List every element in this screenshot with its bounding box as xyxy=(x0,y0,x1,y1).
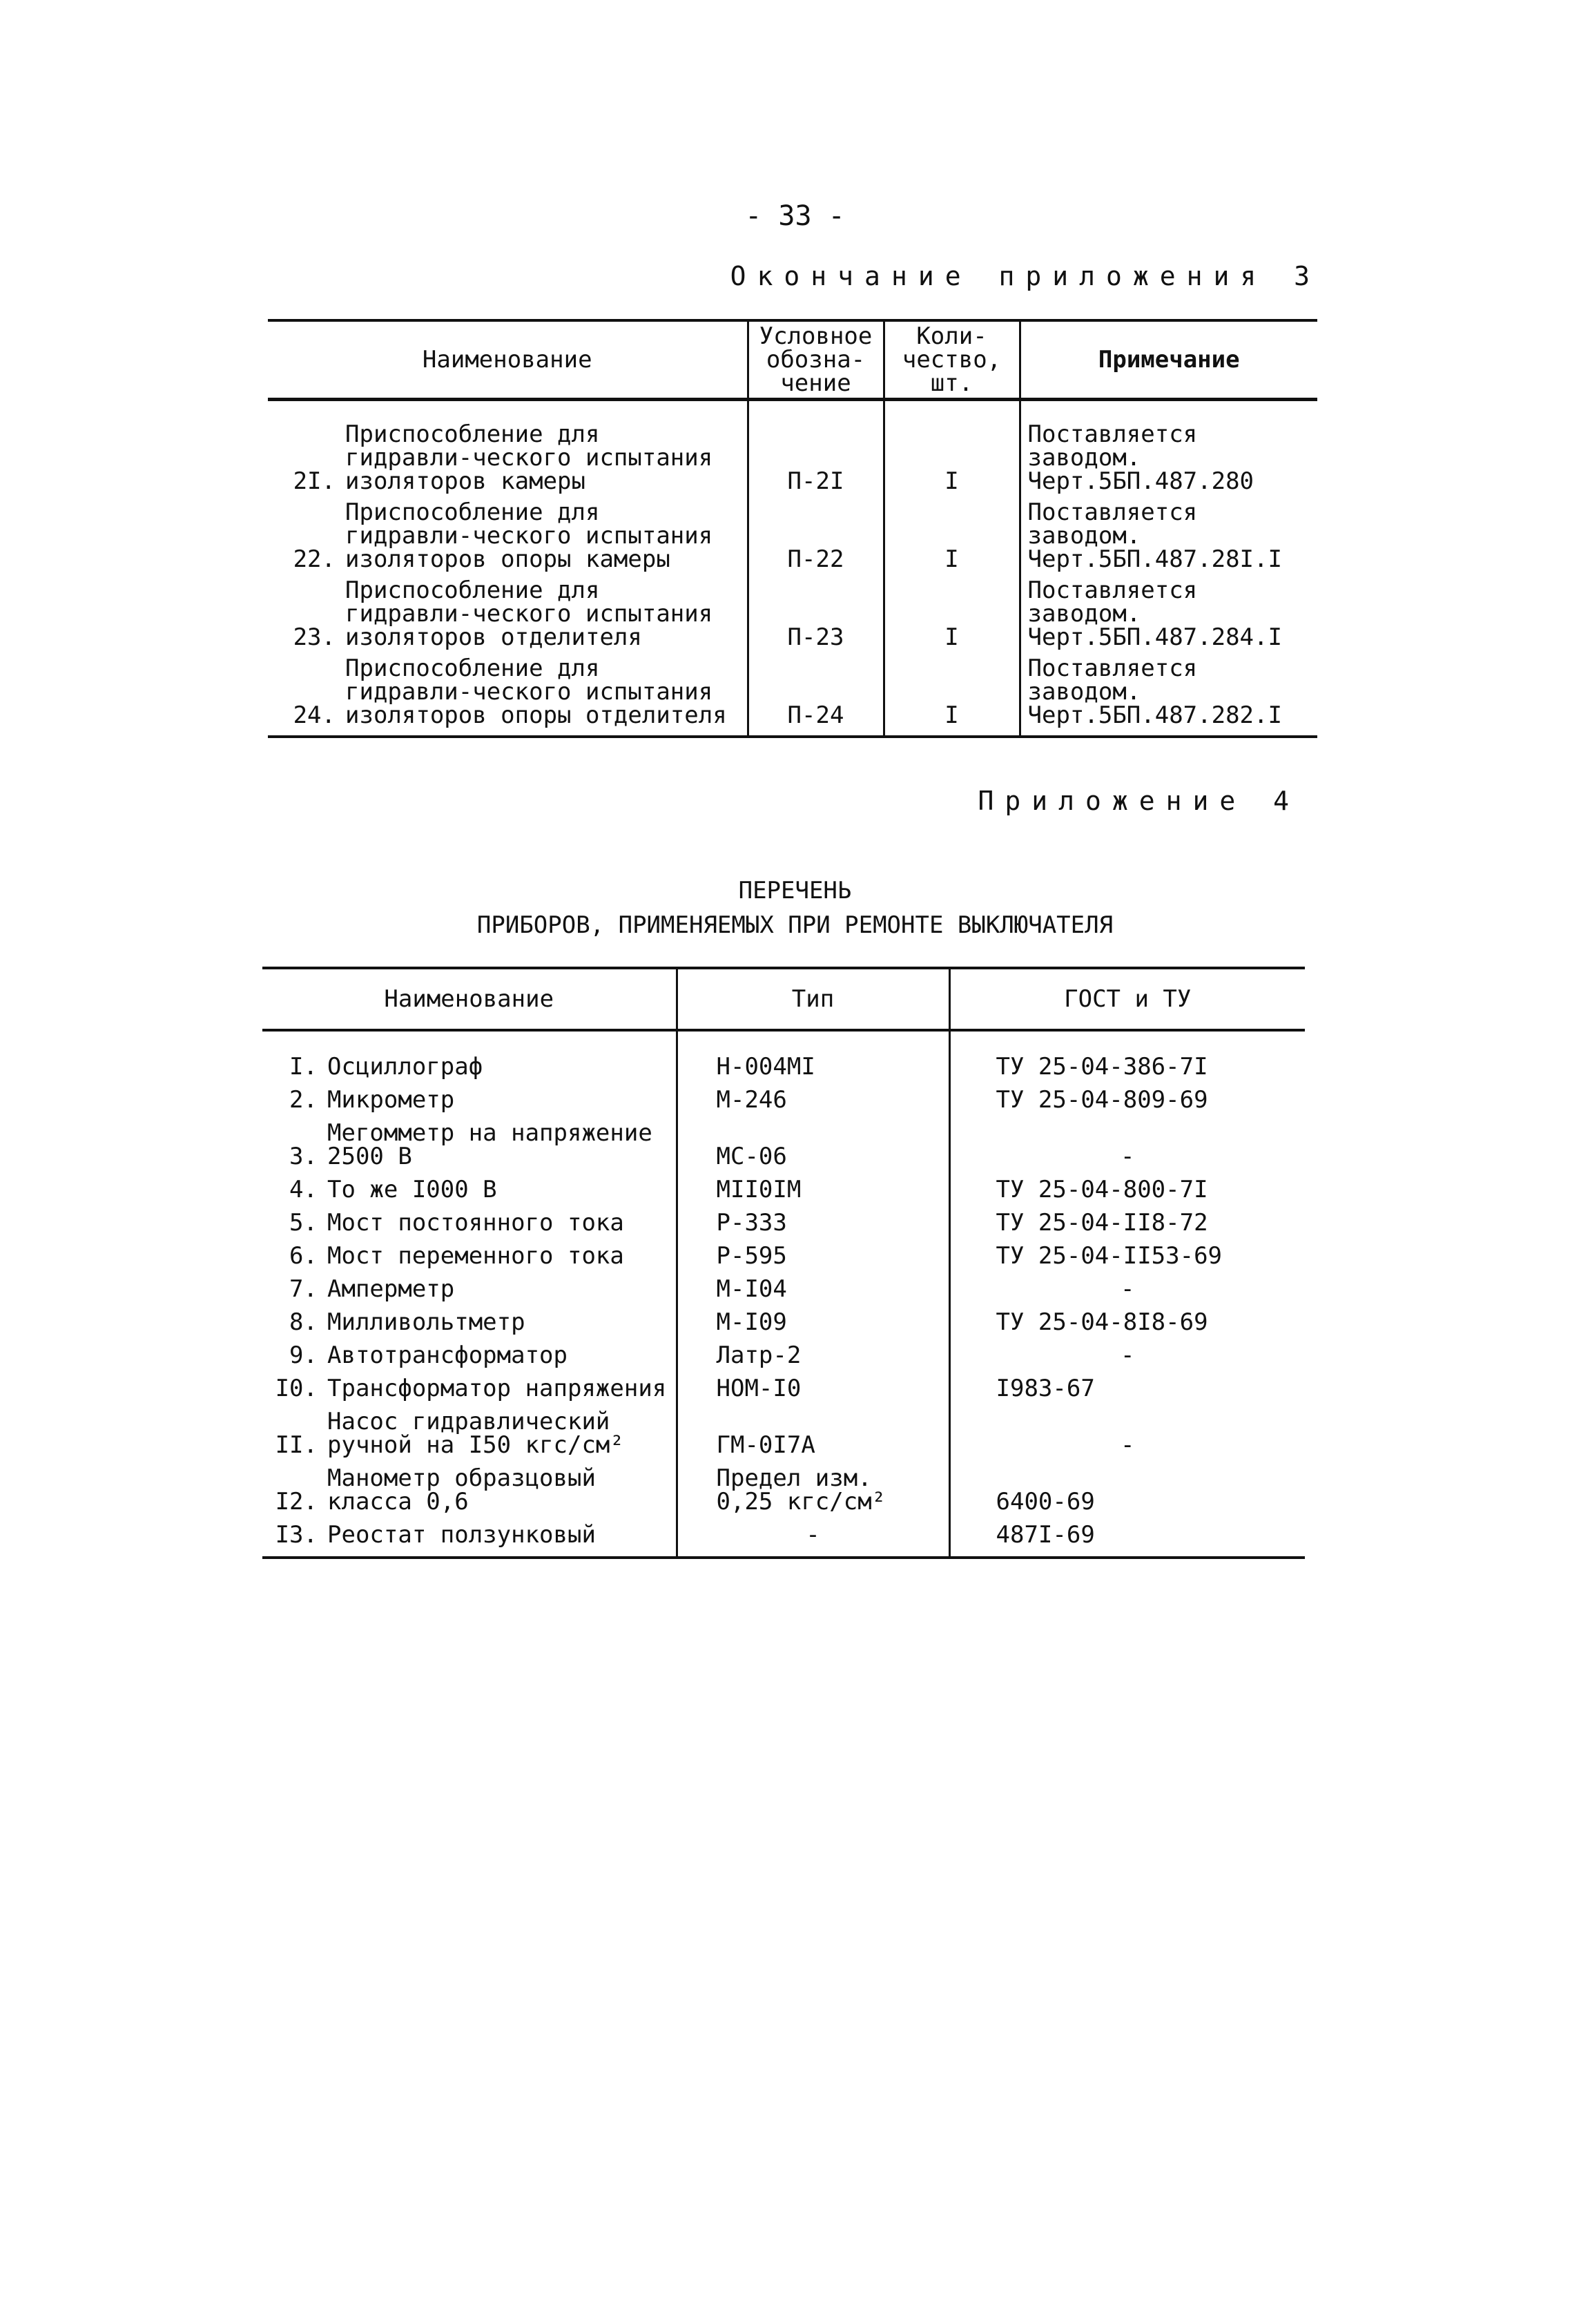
item-name: Приспособление для гидравли-ческого испытания изоляторов опоры камеры xyxy=(345,498,713,573)
item-name: Приспособление для гидравли-ческого испытания изоляторов опоры отделителя xyxy=(345,655,727,729)
type-cell: НОМ-I0 xyxy=(677,1367,949,1400)
note-cell: Поставляется заводом. Черт.5БП.487.280 xyxy=(1020,400,1317,494)
header-designation: Условное обозна- чение xyxy=(748,320,884,400)
name-cell xyxy=(268,493,748,571)
row-number: I. xyxy=(289,1053,318,1081)
gost-cell: 6400-69 xyxy=(949,1457,1305,1513)
table-row xyxy=(262,1201,1305,1234)
page-number: - 33 - xyxy=(745,200,845,232)
name-cell xyxy=(262,1201,677,1237)
name-cell xyxy=(262,1234,677,1268)
instrument-name: Насос гидравлический ручной на I50 кгс/см² xyxy=(327,1408,624,1459)
instrument-name: Мегомметр на напряжение 2500 В xyxy=(327,1119,652,1170)
instrument-name: То же I000 В xyxy=(327,1176,497,1203)
type-cell: ГМ-0I7А xyxy=(677,1400,949,1457)
gost-cell: ТУ 25-04-800-7I xyxy=(949,1168,1305,1201)
item-name: Приспособление для гидравли-ческого испытания изоляторов отделителя xyxy=(345,577,713,651)
appendix3-table xyxy=(268,319,1317,738)
row-number: 7. xyxy=(289,1275,318,1303)
row-number: 8. xyxy=(289,1308,318,1336)
appendix4-table xyxy=(262,967,1305,1559)
instrument-name: Микрометр xyxy=(327,1086,455,1114)
quantity-cell: I xyxy=(884,400,1020,494)
gost-cell: ТУ 25-04-II53-69 xyxy=(949,1234,1305,1268)
table-row xyxy=(268,400,1317,494)
name-cell xyxy=(262,1367,677,1400)
gost-cell: I983-67 xyxy=(949,1367,1305,1400)
instrument-name: Трансформатор напряжения xyxy=(327,1375,667,1402)
gost-cell: - xyxy=(949,1112,1305,1168)
quantity-cell: I xyxy=(884,649,1020,737)
table-row xyxy=(262,1030,1305,1078)
gost-cell: ТУ 25-04-II8-72 xyxy=(949,1201,1305,1234)
instrument-name: Мост постоянного тока xyxy=(327,1209,624,1237)
table-row xyxy=(262,1457,1305,1513)
type-cell: Р-333 xyxy=(677,1201,949,1234)
item-name: Приспособление для гидравли-ческого испытания изоляторов камеры xyxy=(345,420,713,495)
row-number: II. xyxy=(275,1431,318,1459)
name-cell xyxy=(262,1168,677,1201)
table-row xyxy=(262,1234,1305,1268)
instrument-name: Манометр образцовый класса 0,6 xyxy=(327,1464,596,1516)
quantity-cell: I xyxy=(884,493,1020,571)
table-row xyxy=(262,1400,1305,1457)
quantity-cell: I xyxy=(884,571,1020,649)
table-row xyxy=(262,1513,1305,1558)
row-number: 24. xyxy=(293,701,336,729)
row-number: 6. xyxy=(289,1242,318,1270)
row-number: I2. xyxy=(275,1488,318,1516)
gost-cell: - xyxy=(949,1334,1305,1367)
name-cell xyxy=(262,1400,677,1457)
type-cell: Н-004МI xyxy=(677,1030,949,1078)
designation-cell: П-2I xyxy=(748,400,884,494)
name-cell xyxy=(262,1513,677,1558)
type-cell: Предел изм. 0,25 кгс/см² xyxy=(677,1457,949,1513)
name-cell xyxy=(262,1078,677,1112)
name-cell xyxy=(262,1268,677,1301)
table-row xyxy=(268,493,1317,571)
table2-caption: Приложение 4 xyxy=(978,786,1300,816)
row-number: 5. xyxy=(289,1209,318,1237)
table-row xyxy=(262,1367,1305,1400)
row-number: 2. xyxy=(289,1086,318,1114)
row-number: 2I. xyxy=(293,467,336,495)
table-row xyxy=(262,1301,1305,1334)
instrument-name: Реостат ползунковый xyxy=(327,1521,596,1549)
note-cell: Поставляется заводом. Черт.5БП.487.28I.I xyxy=(1020,493,1317,571)
table1-caption: Окончание приложения 3 xyxy=(730,261,1321,291)
header-quantity: Коли- чество, шт. xyxy=(884,320,1020,400)
gost-cell: - xyxy=(949,1268,1305,1301)
row-number: 22. xyxy=(293,545,336,573)
row-number: 23. xyxy=(293,623,336,651)
table-row xyxy=(262,1112,1305,1168)
row-number: I0. xyxy=(275,1375,318,1402)
instrument-name: Осциллограф xyxy=(327,1053,483,1081)
row-number: I3. xyxy=(275,1521,318,1549)
type-cell: МII0IМ xyxy=(677,1168,949,1201)
table-row xyxy=(268,649,1317,737)
name-cell xyxy=(262,1112,677,1168)
name-cell xyxy=(262,1457,677,1516)
instrument-name: Автотрансформатор xyxy=(327,1342,568,1369)
instrument-name: Мост переменного тока xyxy=(327,1242,624,1270)
name-cell xyxy=(268,571,748,649)
table-row xyxy=(262,1168,1305,1201)
table-row xyxy=(262,1078,1305,1112)
note-cell: Поставляется заводом. Черт.5БП.487.282.I xyxy=(1020,649,1317,737)
table-row xyxy=(262,1334,1305,1367)
header-gost: ГОСТ и ТУ xyxy=(949,968,1305,1030)
designation-cell: П-23 xyxy=(748,571,884,649)
header-note: Примечание xyxy=(1020,320,1317,400)
list-title: ПЕРЕЧЕНЬ xyxy=(738,877,852,904)
name-cell xyxy=(268,400,748,494)
designation-cell: П-24 xyxy=(748,649,884,737)
type-cell: М-246 xyxy=(677,1078,949,1112)
name-cell xyxy=(262,1334,677,1367)
table-row xyxy=(262,1268,1305,1301)
gost-cell: ТУ 25-04-386-7I xyxy=(949,1030,1305,1078)
gost-cell: ТУ 25-04-809-69 xyxy=(949,1078,1305,1112)
header-type: Тип xyxy=(677,968,949,1030)
gost-cell: - xyxy=(949,1400,1305,1457)
row-number: 9. xyxy=(289,1342,318,1369)
row-number: 4. xyxy=(289,1176,318,1203)
name-cell xyxy=(262,1030,677,1081)
name-cell xyxy=(262,1301,677,1334)
instrument-name: Амперметр xyxy=(327,1275,455,1303)
row-number: 3. xyxy=(289,1143,318,1170)
table-row xyxy=(268,571,1317,649)
type-cell: Латр-2 xyxy=(677,1334,949,1367)
type-cell: М-I09 xyxy=(677,1301,949,1334)
note-cell: Поставляется заводом. Черт.5БП.487.284.I xyxy=(1020,571,1317,649)
instrument-name: Милливольтметр xyxy=(327,1308,525,1336)
header-name: Наименование xyxy=(268,320,748,400)
type-cell: - xyxy=(677,1513,949,1558)
type-cell: М-I04 xyxy=(677,1268,949,1301)
name-cell xyxy=(268,649,748,737)
type-cell: Р-595 xyxy=(677,1234,949,1268)
list-subtitle: ПРИБОРОВ, ПРИМЕНЯЕМЫХ ПРИ РЕМОНТЕ ВЫКЛЮЧАТЕЛЯ xyxy=(476,911,1114,939)
gost-cell: 487I-69 xyxy=(949,1513,1305,1558)
designation-cell: П-22 xyxy=(748,493,884,571)
type-cell: МС-06 xyxy=(677,1112,949,1168)
header-name: Наименование xyxy=(262,968,677,1030)
gost-cell: ТУ 25-04-8I8-69 xyxy=(949,1301,1305,1334)
